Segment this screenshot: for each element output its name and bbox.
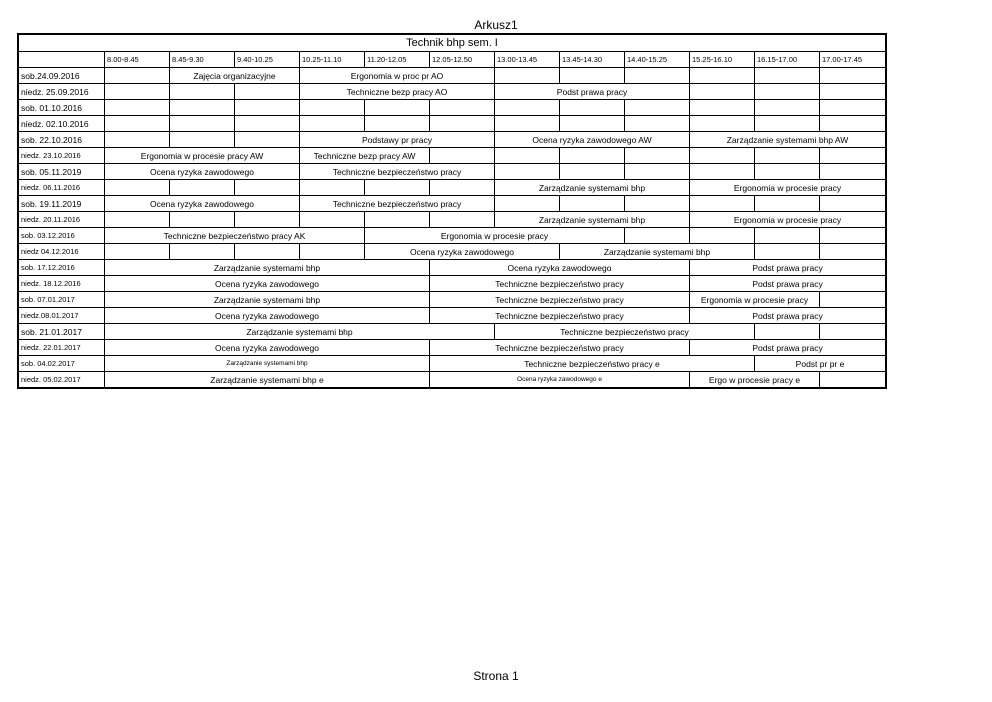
empty-cell [365, 116, 430, 132]
empty-cell [300, 116, 365, 132]
empty-cell [690, 68, 755, 84]
empty-cell [300, 212, 365, 228]
empty-cell [560, 148, 625, 164]
time-slot-header: 17.00-17.45 [820, 52, 886, 68]
empty-cell [690, 228, 755, 244]
empty-cell [300, 244, 365, 260]
empty-cell [105, 132, 170, 148]
empty-cell [170, 180, 235, 196]
date-cell: sob. 04.02.2017 [19, 356, 105, 372]
empty-cell [105, 180, 170, 196]
date-cell: niedz. 18.12.2016 [19, 276, 105, 292]
class-cell: Zarządzanie systemami bhp AW [690, 132, 886, 148]
class-cell: Ergonomia w procesie pracy [365, 228, 625, 244]
empty-cell [755, 148, 820, 164]
class-cell: Ergonomia w procesie pracy AW [105, 148, 300, 164]
table-row [19, 324, 886, 340]
table-title: Technik bhp sem. I [19, 35, 886, 52]
class-cell: Zarządzanie systemami bhp [105, 324, 495, 340]
empty-cell [430, 180, 495, 196]
date-cell: niedz. 05.02.2017 [19, 372, 105, 388]
class-cell: Ocena ryzyka zawodowego AW [495, 132, 690, 148]
date-cell: niedz.08.01.2017 [19, 308, 105, 324]
empty-cell [105, 100, 170, 116]
table-row [19, 148, 886, 164]
table-row [19, 244, 886, 260]
date-cell: sob. 01.10.2016 [19, 100, 105, 116]
empty-cell [495, 68, 560, 84]
empty-cell [690, 84, 755, 100]
time-slot-header: 16.15-17.00 [755, 52, 820, 68]
empty-cell [755, 244, 820, 260]
empty-cell [755, 324, 820, 340]
empty-cell [820, 244, 886, 260]
empty-cell [820, 292, 886, 308]
time-slot-header: 12.05-12.50 [430, 52, 495, 68]
table-row [19, 228, 886, 244]
table-row [19, 100, 886, 116]
empty-cell [560, 68, 625, 84]
class-cell: Zarządzanie systemami bhp [560, 244, 755, 260]
class-cell: Podst prawa pracy [690, 276, 886, 292]
class-cell: Zarządzanie systemami bhp [105, 260, 430, 276]
empty-cell [625, 228, 690, 244]
time-slot-header: 15.25-16.10 [690, 52, 755, 68]
empty-cell [170, 100, 235, 116]
empty-cell [755, 68, 820, 84]
empty-cell [625, 196, 690, 212]
time-header-corner [19, 52, 105, 68]
empty-cell [365, 180, 430, 196]
empty-cell [820, 148, 886, 164]
date-cell: sob. 07.01.2017 [19, 292, 105, 308]
schedule-table [18, 34, 886, 388]
page-footer: Strona 1 [473, 669, 519, 683]
empty-cell [820, 100, 886, 116]
class-cell: Techniczne bezpieczeństwo pracy [430, 292, 690, 308]
date-cell: sob. 05.11.2019 [19, 164, 105, 180]
empty-cell [820, 196, 886, 212]
table-row [19, 308, 886, 324]
empty-cell [430, 116, 495, 132]
class-cell: Techniczne bezp pracy AW [300, 148, 430, 164]
empty-cell [105, 116, 170, 132]
table-row [19, 260, 886, 276]
empty-cell [755, 100, 820, 116]
class-cell: Ergonomia w procesie pracy [690, 292, 820, 308]
class-cell: Techniczne bezpieczeństwo pracy AK [105, 228, 365, 244]
empty-cell [690, 196, 755, 212]
empty-cell [170, 212, 235, 228]
date-cell: sob. 21.01.2017 [19, 324, 105, 340]
empty-cell [690, 148, 755, 164]
empty-cell [170, 244, 235, 260]
empty-cell [235, 244, 300, 260]
class-cell: Zarządzanie systemami bhp [495, 212, 690, 228]
date-cell: niedz. 06.11.2016 [19, 180, 105, 196]
class-cell: Ocena ryzyka zawodowego [105, 276, 430, 292]
empty-cell [235, 100, 300, 116]
empty-cell [235, 116, 300, 132]
empty-cell [235, 212, 300, 228]
time-slot-header: 13.45-14.30 [560, 52, 625, 68]
empty-cell [690, 100, 755, 116]
class-cell: Ocena ryzyka zawodowego [105, 164, 300, 180]
class-cell: Ergonomia w procesie pracy [690, 180, 886, 196]
table-row [19, 276, 886, 292]
empty-cell [755, 228, 820, 244]
empty-cell [495, 116, 560, 132]
class-cell: Ocena ryzyka zawodowego [105, 196, 300, 212]
empty-cell [820, 164, 886, 180]
date-cell: niedz. 20.11.2016 [19, 212, 105, 228]
class-cell: Zarządzanie systemami bhp [105, 292, 430, 308]
empty-cell [560, 196, 625, 212]
date-cell: niedz. 02.10.2016 [19, 116, 105, 132]
date-cell: sob. 19.11.2019 [19, 196, 105, 212]
time-slot-header: 14.40-15.25 [625, 52, 690, 68]
table-row [19, 372, 886, 388]
class-cell: Podstawy pr pracy [300, 132, 495, 148]
table-row [19, 292, 886, 308]
class-cell: Podst prawa pracy [690, 308, 886, 324]
class-cell: Techniczne bezpieczeństwo pracy e [430, 356, 755, 372]
empty-cell [495, 148, 560, 164]
empty-cell [105, 68, 170, 84]
class-cell: Zajęcia organizacyjne [170, 68, 300, 84]
empty-cell [235, 84, 300, 100]
empty-cell [560, 100, 625, 116]
empty-cell [820, 116, 886, 132]
empty-cell [625, 164, 690, 180]
empty-cell [495, 100, 560, 116]
sheet-name: Arkusz1 [474, 18, 518, 32]
class-cell: Podst pr pr e [755, 356, 886, 372]
table-row [19, 340, 886, 356]
table-row [19, 164, 886, 180]
empty-cell [235, 132, 300, 148]
class-cell: Podst prawa pracy [690, 340, 886, 356]
empty-cell [170, 132, 235, 148]
table-row [19, 68, 886, 84]
time-slot-header: 8.00-8.45 [105, 52, 170, 68]
date-cell: sob. 03.12.2016 [19, 228, 105, 244]
table-row [19, 212, 886, 228]
empty-cell [625, 100, 690, 116]
empty-cell [820, 68, 886, 84]
table-row [19, 132, 886, 148]
class-cell: Ergonomia w procesie pracy [690, 212, 886, 228]
empty-cell [755, 196, 820, 212]
empty-cell [755, 116, 820, 132]
empty-cell [820, 228, 886, 244]
time-slot-header: 9.40-10.25 [235, 52, 300, 68]
empty-cell [170, 116, 235, 132]
table-row [19, 180, 886, 196]
empty-cell [105, 84, 170, 100]
empty-cell [820, 84, 886, 100]
date-cell: sob. 22.10.2016 [19, 132, 105, 148]
class-cell: Podst prawa pracy [495, 84, 690, 100]
table-row [19, 84, 886, 100]
class-cell: Techniczne bezpieczeństwo pracy [430, 340, 690, 356]
empty-cell [625, 116, 690, 132]
empty-cell [690, 116, 755, 132]
empty-cell [300, 180, 365, 196]
empty-cell [560, 116, 625, 132]
time-slot-header-row [19, 52, 886, 68]
date-cell: niedz 04.12.2016 [19, 244, 105, 260]
empty-cell [300, 100, 365, 116]
class-cell: Techniczne bezpieczeństwo pracy [495, 324, 755, 340]
empty-cell [820, 372, 886, 388]
class-cell: Ergonomia w proc pr AO [300, 68, 495, 84]
empty-cell [625, 148, 690, 164]
class-cell: Ocena ryzyka zawodowego [105, 308, 430, 324]
time-slot-header: 8.45-9.30 [170, 52, 235, 68]
empty-cell [820, 324, 886, 340]
empty-cell [625, 68, 690, 84]
time-slot-header: 11.20-12.05 [365, 52, 430, 68]
empty-cell [430, 212, 495, 228]
empty-cell [560, 164, 625, 180]
class-cell: Techniczne bezpieczeństwo pracy [300, 164, 495, 180]
date-cell: niedz. 23.10.2016 [19, 148, 105, 164]
empty-cell [690, 164, 755, 180]
class-cell: Zarządzanie systemami bhp [105, 356, 430, 372]
table-row [19, 116, 886, 132]
date-cell: niedz. 22.01.2017 [19, 340, 105, 356]
title-row [19, 35, 886, 52]
empty-cell [170, 84, 235, 100]
class-cell: Ocena ryzyka zawodowego [105, 340, 430, 356]
class-cell: Ocena ryzyka zawodowego [430, 260, 690, 276]
empty-cell [365, 100, 430, 116]
class-cell: Ocena ryzyka zawodowego [365, 244, 560, 260]
empty-cell [105, 244, 170, 260]
empty-cell [430, 148, 495, 164]
date-cell: sob. 17.12.2016 [19, 260, 105, 276]
date-cell: sob.24.09.2016 [19, 68, 105, 84]
empty-cell [430, 100, 495, 116]
class-cell: Techniczne bezpieczeństwo pracy [300, 196, 495, 212]
class-cell: Techniczne bezpieczeństwo pracy [430, 276, 690, 292]
time-slot-header: 10.25-11.10 [300, 52, 365, 68]
class-cell: Techniczne bezpieczeństwo pracy [430, 308, 690, 324]
empty-cell [495, 196, 560, 212]
class-cell: Podst prawa pracy [690, 260, 886, 276]
time-slot-header: 13.00-13.45 [495, 52, 560, 68]
class-cell: Techniczne bezp pracy AO [300, 84, 495, 100]
empty-cell [495, 164, 560, 180]
empty-cell [755, 84, 820, 100]
class-cell: Ergo w procesie pracy e [690, 372, 820, 388]
table-row [19, 196, 886, 212]
class-cell: Ocena ryzyka zawodowego e [430, 372, 690, 388]
date-cell: niedz. 25.09.2016 [19, 84, 105, 100]
class-cell: Zarządzanie systemami bhp e [105, 372, 430, 388]
class-cell: Zarządzanie systemami bhp [495, 180, 690, 196]
empty-cell [235, 180, 300, 196]
table-row [19, 356, 886, 372]
empty-cell [755, 164, 820, 180]
empty-cell [105, 212, 170, 228]
empty-cell [365, 212, 430, 228]
